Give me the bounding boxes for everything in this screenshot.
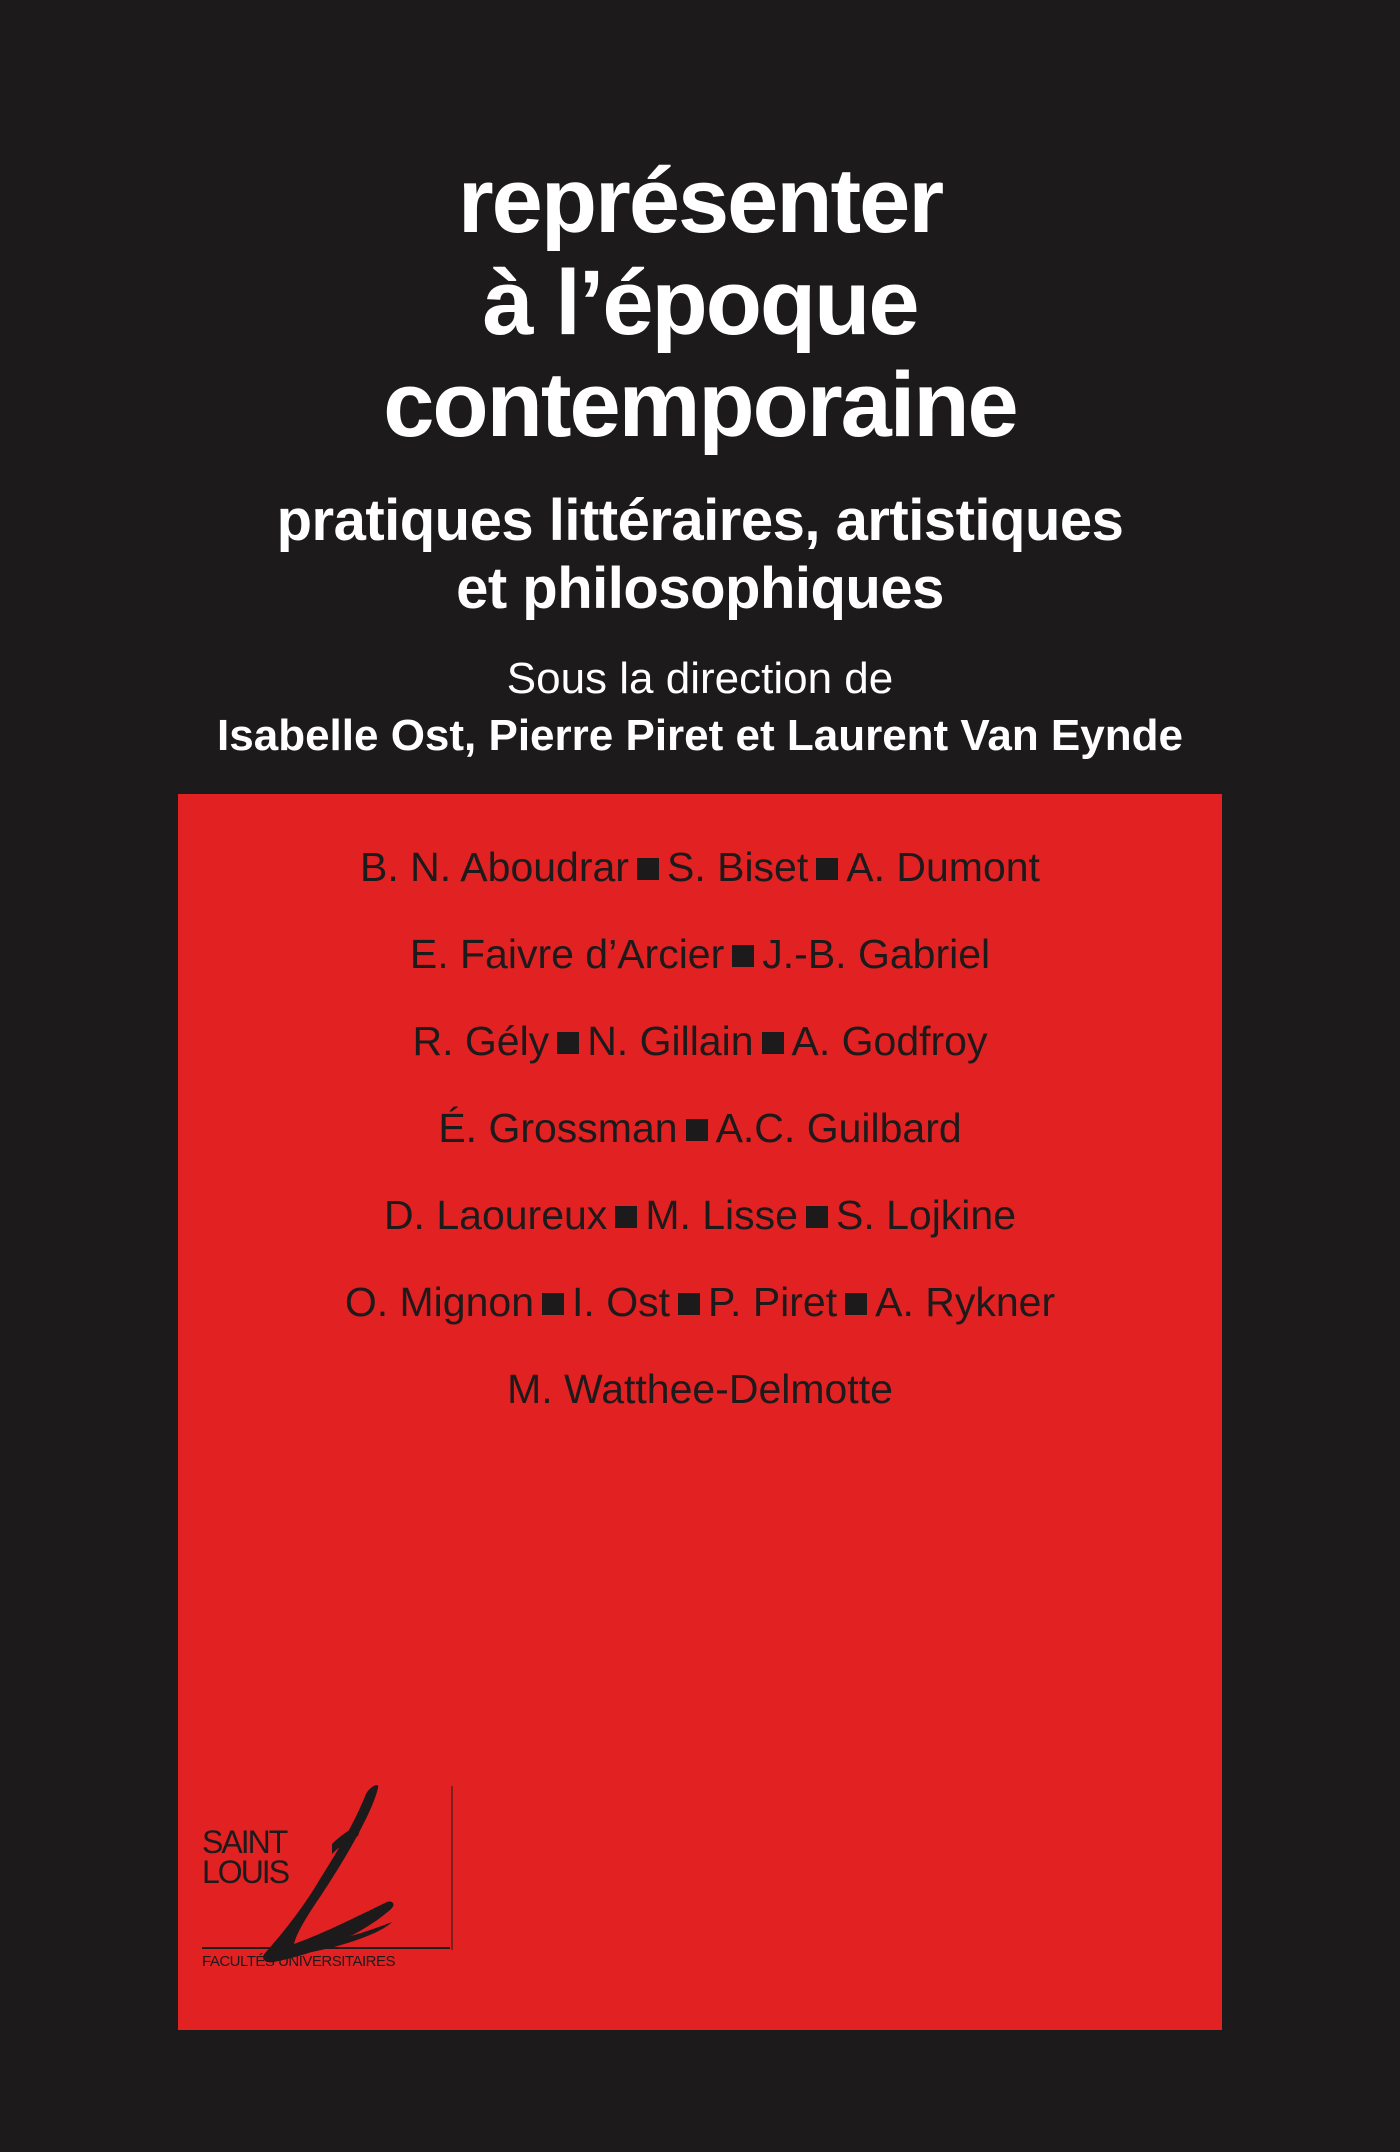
contributor-name: I. Ost bbox=[572, 1279, 670, 1325]
contributor-line bbox=[178, 1346, 1222, 1433]
contributors-panel bbox=[178, 794, 1222, 2030]
contributor-name: J.-B. Gabriel bbox=[762, 931, 991, 977]
contributors-list bbox=[178, 824, 1222, 1433]
separator-square-icon bbox=[806, 1206, 828, 1228]
subtitle-line-1: pratiques littéraires, artistiques bbox=[276, 488, 1124, 553]
contributor-name: S. Biset bbox=[666, 844, 809, 890]
book-subtitle bbox=[0, 487, 1400, 623]
separator-square-icon bbox=[686, 1119, 708, 1141]
logo-subtitle: FACULTÉS UNIVERSITAIRES bbox=[202, 1953, 395, 1970]
logo-saint: SAINT bbox=[202, 1824, 287, 1860]
subtitle-line-2: et philosophiques bbox=[456, 556, 944, 621]
separator-square-icon bbox=[762, 1032, 784, 1054]
contributor-name: N. Gillain bbox=[587, 1018, 754, 1064]
contributor-name: A. Rykner bbox=[875, 1279, 1056, 1325]
contributor-line bbox=[178, 1259, 1222, 1346]
contributor-name: B. N. Aboudrar bbox=[360, 844, 629, 890]
contributor-name: A. Dumont bbox=[846, 844, 1040, 890]
contributor-name: S. Lojkine bbox=[835, 1192, 1017, 1238]
separator-square-icon bbox=[557, 1032, 579, 1054]
contributor-name: É. Grossman bbox=[438, 1105, 678, 1151]
contributor-name: M. Lisse bbox=[645, 1192, 798, 1238]
contributor-line bbox=[178, 824, 1222, 911]
contributor-name: O. Mignon bbox=[344, 1279, 535, 1325]
contributor-line bbox=[178, 1085, 1222, 1172]
contributor-name: M. Watthee-Delmotte bbox=[507, 1366, 893, 1412]
contributor-name: A.C. Guilbard bbox=[715, 1105, 962, 1151]
separator-square-icon bbox=[637, 858, 659, 880]
separator-square-icon bbox=[816, 858, 838, 880]
separator-square-icon bbox=[542, 1293, 564, 1315]
separator-square-icon bbox=[845, 1293, 867, 1315]
title-line-1: représenter bbox=[457, 150, 943, 252]
title-line-3: contemporaine bbox=[383, 354, 1017, 456]
contributor-line bbox=[178, 1172, 1222, 1259]
contributor-name: E. Faivre d’Arcier bbox=[409, 931, 725, 977]
separator-square-icon bbox=[678, 1293, 700, 1315]
contributor-line bbox=[178, 998, 1222, 1085]
editors: Isabelle Ost, Pierre Piret et Laurent Van Eynde bbox=[217, 711, 1183, 760]
contributor-name: D. Laoureux bbox=[383, 1192, 608, 1238]
contributor-name: P. Piret bbox=[707, 1279, 838, 1325]
contributor-line bbox=[178, 911, 1222, 998]
direction-label: Sous la direction de bbox=[506, 654, 894, 703]
book-title bbox=[0, 150, 1400, 456]
publisher-logo bbox=[202, 1784, 462, 1984]
title-line-2: à l’époque bbox=[482, 252, 918, 354]
contributor-name: R. Gély bbox=[412, 1018, 550, 1064]
logo-louis: LOUIS bbox=[202, 1854, 289, 1890]
separator-square-icon bbox=[732, 945, 754, 967]
separator-square-icon bbox=[615, 1206, 637, 1228]
contributor-name: A. Godfroy bbox=[791, 1018, 988, 1064]
